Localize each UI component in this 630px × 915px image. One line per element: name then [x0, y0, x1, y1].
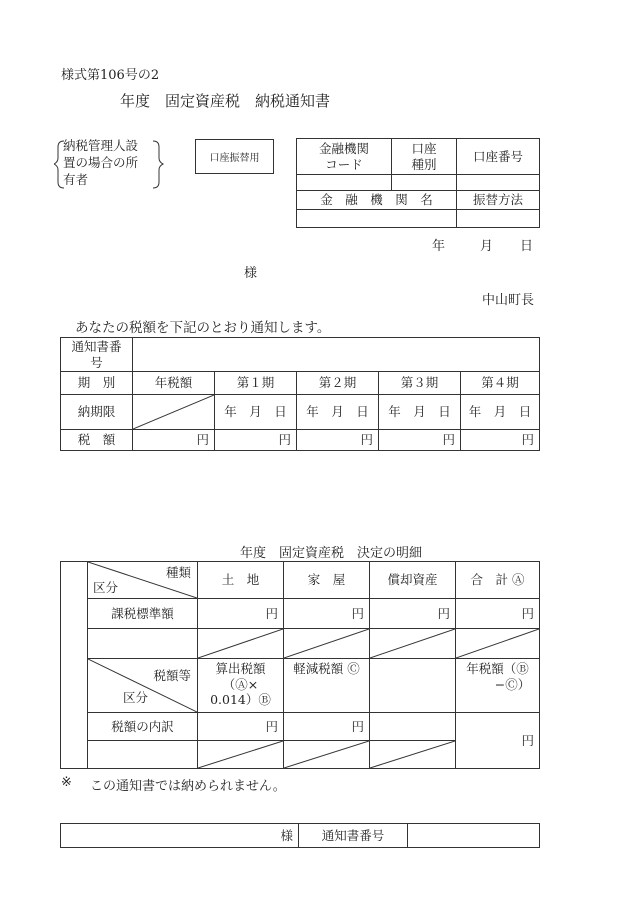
account-number-header: 口座番号	[457, 139, 540, 175]
term-2-due[interactable]: 年 月 日	[297, 395, 379, 430]
tax-base-header: 課税標準額	[88, 599, 198, 629]
bank-table	[296, 138, 540, 228]
detail-side-column	[61, 562, 88, 769]
diagonal-line	[370, 629, 455, 658]
diagonal-line	[198, 741, 283, 768]
blank-cell	[198, 629, 284, 659]
account-type-value[interactable]	[392, 175, 457, 191]
annual-tax-total[interactable]: 円	[456, 713, 540, 769]
detail-title: 年度 固定資産税 決定の明細	[240, 546, 423, 561]
tax-base-total[interactable]: 円	[456, 599, 540, 629]
notice-number-header: 通知書番 号	[61, 338, 133, 372]
diagonal-line	[370, 741, 455, 768]
bank-name-header: 金 融 機 関 名	[297, 191, 457, 210]
bottom-notice-number-value[interactable]	[408, 824, 540, 848]
annual-tax-header: 年税額（Ⓑ −Ⓒ）	[456, 659, 540, 713]
blank-cell	[284, 629, 370, 659]
term-1-amount[interactable]: 円	[215, 430, 297, 451]
due-date-header: 納期限	[61, 395, 133, 430]
transfer-method-header: 振替方法	[457, 191, 540, 210]
reduced-tax-header: 軽減税額 Ⓒ	[284, 659, 370, 713]
col-depreciable: 償却資産	[370, 562, 456, 599]
bottom-notice-number-label: 通知書番号	[299, 824, 408, 848]
blank-cell	[370, 713, 456, 741]
page-title: 年度 固定資産税 納税通知書	[120, 92, 331, 110]
term-4-due[interactable]: 年 月 日	[461, 395, 540, 430]
date-day: 日	[520, 239, 534, 254]
tax-base-land[interactable]: 円	[198, 599, 284, 629]
bank-name-value[interactable]	[297, 210, 457, 228]
tax-base-depreciable[interactable]: 円	[370, 599, 456, 629]
bottom-table	[60, 823, 540, 848]
notice-number-value[interactable]	[133, 338, 540, 372]
bank-code-value[interactable]	[297, 175, 392, 191]
col-land: 土 地	[198, 562, 284, 599]
footnote-mark: ※	[61, 775, 72, 790]
diagonal-line	[456, 629, 539, 658]
col-building: 家 屋	[284, 562, 370, 599]
term-3-header: 第３期	[379, 372, 461, 395]
intro-text: あなたの税額を下記のとおり通知します。	[75, 320, 331, 336]
date-year: 年	[432, 239, 446, 254]
form-number: 様式第106号の2	[61, 68, 160, 83]
account-number-value[interactable]	[457, 175, 540, 191]
term-4-header: 第４期	[461, 372, 540, 395]
owner-note-line-1: 納税管理人設	[63, 138, 139, 153]
period-header: 期 別	[61, 372, 133, 395]
blank-cell	[88, 741, 198, 769]
account-transfer-box	[195, 139, 274, 174]
blank-cell	[370, 629, 456, 659]
blank-cell	[370, 741, 456, 769]
diagonal-line	[133, 395, 214, 429]
blank-cell	[456, 629, 540, 659]
diagonal-line	[284, 741, 369, 768]
term-2-header: 第２期	[297, 372, 379, 395]
diagonal-line	[198, 629, 283, 658]
transfer-method-value[interactable]	[457, 210, 540, 228]
detail-corner-2	[88, 659, 198, 713]
detail-table	[60, 561, 540, 769]
term-4-amount[interactable]: 円	[461, 430, 540, 451]
term-1-header: 第１期	[215, 372, 297, 395]
blank-cell	[284, 741, 370, 769]
notice-table	[60, 337, 540, 451]
blank-cell	[198, 741, 284, 769]
bottom-addressee[interactable]: 様	[61, 824, 299, 848]
calculated-tax-header: 算出税額 （Ⓐ× 0.014）Ⓑ	[198, 659, 284, 713]
annual-amount[interactable]: 円	[133, 430, 215, 451]
blank-cell	[370, 659, 456, 713]
annual-due-empty	[133, 395, 215, 430]
addressee-suffix: 様	[244, 266, 258, 281]
breakdown-header: 税額の内訳	[88, 713, 198, 741]
account-type-header: 口座 種別	[392, 139, 457, 175]
date-month: 月	[480, 239, 494, 254]
term-2-amount[interactable]: 円	[297, 430, 379, 451]
col-total: 合 計 Ⓐ	[456, 562, 540, 599]
corner-division-label-2: 区分	[123, 690, 149, 706]
amount-header: 税 額	[61, 430, 133, 451]
term-3-due[interactable]: 年 月 日	[379, 395, 461, 430]
detail-corner	[88, 562, 198, 599]
owner-note	[54, 138, 164, 190]
corner-type-label: 種類	[165, 565, 191, 580]
blank-cell	[88, 629, 198, 659]
corner-taxes-label: 税額等	[153, 668, 191, 683]
footnote-text: この通知書では納められません。	[90, 779, 286, 794]
tax-base-building[interactable]: 円	[284, 599, 370, 629]
account-transfer-label: 口座振替用	[209, 153, 260, 164]
corner-division-label: 区分	[93, 580, 119, 596]
breakdown-reduced[interactable]: 円	[284, 713, 370, 741]
term-3-amount[interactable]: 円	[379, 430, 461, 451]
owner-note-line-2: 置の場合の所	[63, 155, 139, 170]
annual-tax-header: 年税額	[133, 372, 215, 395]
sender: 中山町長	[482, 293, 535, 308]
bank-code-header: 金融機関 コード	[297, 139, 392, 175]
breakdown-calc[interactable]: 円	[198, 713, 284, 741]
term-1-due[interactable]: 年 月 日	[215, 395, 297, 430]
owner-note-line-3: 有者	[63, 172, 89, 187]
diagonal-line	[284, 629, 369, 658]
